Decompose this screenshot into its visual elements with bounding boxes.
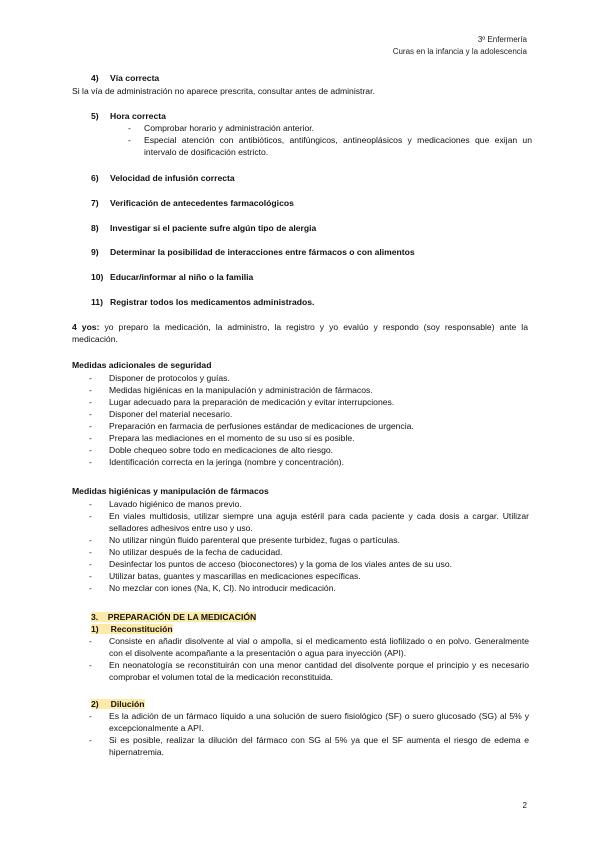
- item-5-heading: 5) Hora correcta: [91, 111, 166, 121]
- seguridad-list: [89, 372, 529, 468]
- item-9-heading: 9) Determinar la posibilidad de interacciones entre fármacos o con alimentos: [91, 247, 415, 257]
- item-10-heading: 10) Educar/informar al niño o la familia: [91, 272, 254, 282]
- item-4-heading: 4) Vía correcta: [91, 73, 160, 83]
- list-item: - En neonatología se reconstituirán con una menor cantidad del disolvente porque el principio y es necesario comprobar el volumen total de la medicación reconstituida.: [89, 660, 529, 683]
- seguridad-title: Medidas adicionales de seguridad: [72, 360, 212, 370]
- list-item: - Preparación en farmacia de perfusiones estándar de medicaciones de urgencia.: [89, 421, 414, 432]
- list-item: - Utilizar batas, guantes y mascarillas en medicaciones específicas.: [89, 571, 361, 582]
- item-8-heading: 8) Investigar si el paciente sufre algún tipo de alergia: [91, 223, 317, 233]
- list-item: - No mezclar con iones (Na, K, Cl). No introducir medicación.: [89, 583, 336, 594]
- reconstitucion-list: [89, 635, 529, 683]
- list-item: - Medidas higiénicas en la manipulación y administración de fármacos.: [89, 385, 373, 396]
- dilucion-list: [89, 710, 529, 758]
- header-subject: Curas en la infancia y la adolescencia: [392, 46, 527, 56]
- list-item: - Consiste en añadir disolvente al vial o ampolla, si el medicamento está liofilizado o en polvo. Generalmente con el disolvente acompañante a la presentación o agua para inyección (API).: [89, 636, 529, 659]
- reconstitucion-heading: 1) Reconstitución: [91, 624, 173, 634]
- list-item: - Identificación correcta en la jeringa (nombre y concentración).: [89, 457, 345, 468]
- dilucion-heading: 2) Dilución: [91, 699, 145, 709]
- list-item: - No utilizar ningún fluido parenteral que presente turbidez, fugas o partículas.: [89, 535, 400, 546]
- list-item: - Lavado higiénico de manos previo.: [89, 499, 242, 509]
- list-item: - Prepara las mediaciones en el momento de su uso si es posible.: [89, 433, 355, 444]
- list-item: - Desinfectar los puntos de acceso (bioconectores) y la goma de los viales antes de su uso.: [89, 559, 452, 570]
- header-course: 3º Enfermería: [477, 35, 527, 44]
- section-3-heading: 3. PREPARACIÓN DE LA MEDICACIÓN: [91, 612, 257, 622]
- yos-paragraph: 4 yos: yo preparo la medicación, la administro, la registro y yo evalúo y respondo (soy responsable) ante la medicación.: [72, 322, 529, 345]
- list-item: - Disponer del material necesario.: [89, 409, 233, 420]
- list-item: - En viales multidosis, utilizar siempre una aguja estéril para cada paciente y cada dosis a cargar. Utilizar selladores adhesivos entre uso y uso.: [89, 511, 529, 534]
- list-item: - Si es posible, realizar la dilución del fármaco con SG al 5% ya que el SF aumenta el riesgo de edema e hipernatremia.: [89, 735, 529, 758]
- list-item: - Disponer de protocolos y guías.: [89, 373, 230, 383]
- item-5-list: [92, 122, 532, 158]
- item-4-text: Si la vía de administración no aparece prescrita, consultar antes de administrar.: [72, 86, 375, 96]
- item-7-heading: 7) Verificación de antecedentes farmacológicos: [91, 198, 294, 208]
- list-item: - Lugar adecuado para la preparación de medicación y evitar interrupciones.: [89, 397, 395, 408]
- list-item: - Es la adición de un fármaco líquido a una solución de suero fisiológico (SF) o suero glucosado (SG) al 5% y excepcionalmente a API.: [89, 711, 529, 734]
- list-item: - No utilizar después de la fecha de caducidad.: [89, 547, 283, 558]
- higiene-list: [89, 498, 529, 594]
- page-header: [393, 34, 527, 57]
- list-item: - Doble chequeo sobre todo en medicaciones de alto riesgo.: [89, 445, 334, 456]
- item-6-heading: 6) Velocidad de infusión correcta: [91, 173, 235, 183]
- higiene-title: Medidas higiénicas y manipulación de fármacos: [72, 486, 269, 496]
- page-number: 2: [522, 801, 527, 810]
- list-item: - Comprobar horario y administración anterior.: [128, 123, 315, 133]
- list-item: - Especial atención con antibióticos, antifúngicos, antineoplásicos y medicaciones que exijan un intervalo de dosificación estricto.: [128, 135, 532, 158]
- item-11-heading: 11) Registrar todos los medicamentos administrados.: [91, 297, 315, 307]
